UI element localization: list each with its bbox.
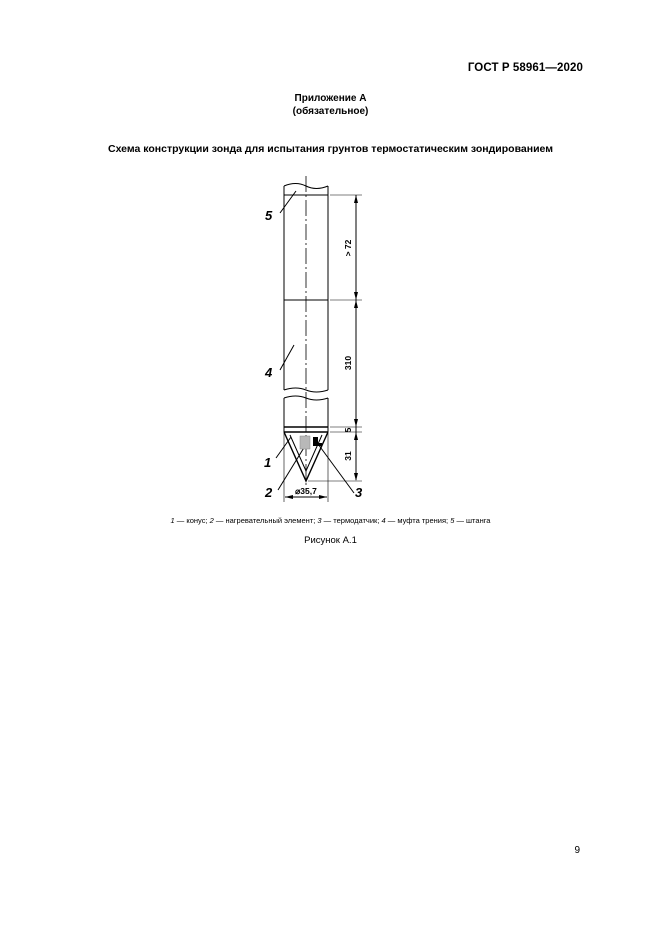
legend-text-4: — муфта трения; bbox=[385, 516, 451, 525]
dim-cone-height: 31 bbox=[343, 451, 353, 461]
dim-gap: 5 bbox=[343, 427, 353, 433]
label-cone: 1 bbox=[264, 455, 272, 470]
legend-num-4: 4 bbox=[381, 516, 386, 525]
label-rod: 5 bbox=[265, 208, 273, 223]
document-standard-number: ГОСТ Р 58961—2020 bbox=[467, 62, 583, 74]
leader-5 bbox=[280, 191, 296, 213]
legend-text-2: — нагревательный элемент; bbox=[213, 516, 318, 525]
figure-legend bbox=[0, 516, 661, 525]
legend-num-1: 1 bbox=[170, 516, 175, 525]
leader-1 bbox=[276, 437, 291, 458]
dim-sleeve-length: 310 bbox=[343, 355, 353, 371]
label-friction-sleeve: 4 bbox=[265, 365, 273, 380]
legend-text-3: — термодатчик; bbox=[321, 516, 382, 525]
page-number: 9 bbox=[574, 845, 580, 856]
leader-4 bbox=[280, 345, 294, 370]
legend-num-5: 5 bbox=[450, 516, 455, 525]
dim-rod-length: > 72 bbox=[343, 239, 353, 257]
figure-caption: Рисунок А.1 bbox=[304, 535, 357, 546]
annex-title: Приложение А bbox=[294, 93, 367, 104]
label-sensor: 3 bbox=[355, 485, 363, 500]
heating-element bbox=[300, 436, 310, 449]
legend-text-1: — конус; bbox=[174, 516, 210, 525]
leader-2 bbox=[278, 446, 305, 490]
dim-diameter-text: ⌀35,7 bbox=[295, 486, 317, 496]
legend-num-2: 2 bbox=[209, 516, 214, 525]
legend-num-3: 3 bbox=[317, 516, 322, 525]
label-heater: 2 bbox=[265, 485, 273, 500]
figure-title: Схема конструкции зонда для испытания грунтов термостатическим зондированием bbox=[107, 143, 553, 155]
thermo-sensor bbox=[313, 437, 318, 443]
annex-status: (обязательное) bbox=[292, 105, 369, 117]
legend-text-5: — штанга bbox=[454, 516, 491, 525]
